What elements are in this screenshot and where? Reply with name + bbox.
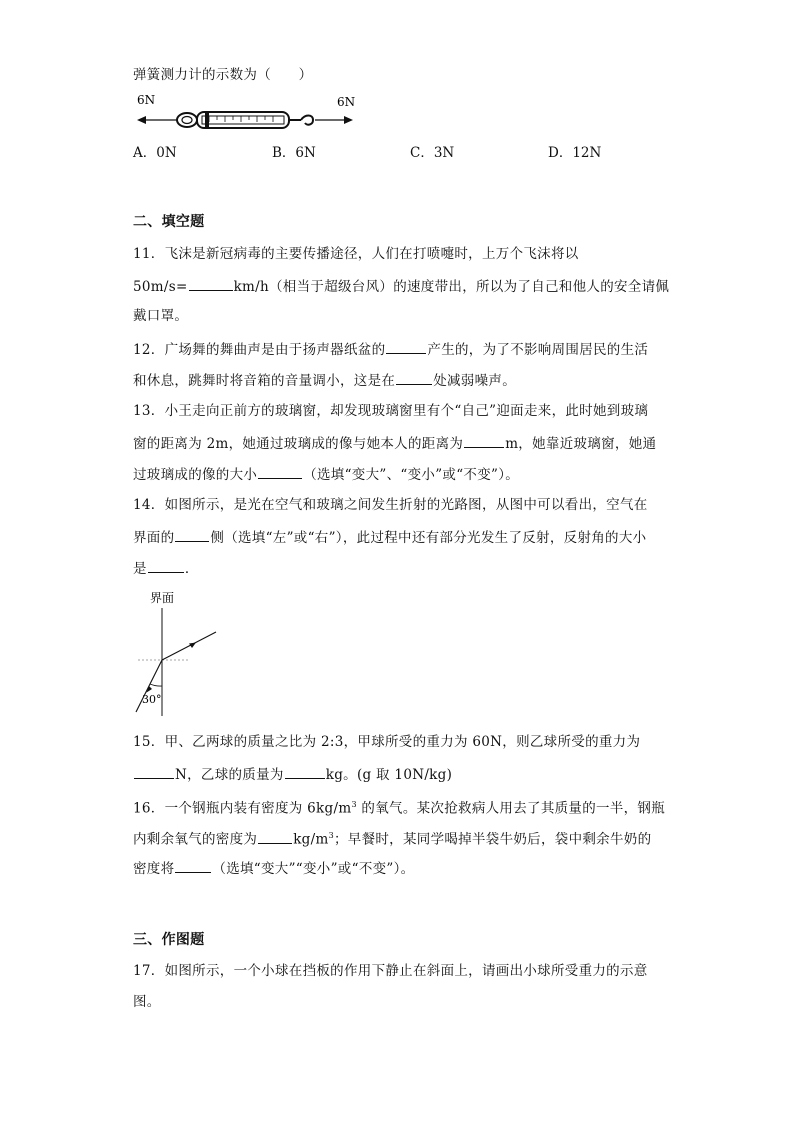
- q17-line2: 图。: [133, 994, 161, 1010]
- q11-line1: 11．飞沫是新冠病毒的主要传播途径，人们在打喷嚏时，上万个飞沫将以: [133, 246, 579, 262]
- q12-line2-b: 处减弱噪声。: [433, 373, 517, 389]
- answer-blank: [285, 764, 325, 779]
- q11-line2: [133, 276, 669, 296]
- answer-blank: [258, 464, 302, 479]
- q15-line2-b: kg。(g 取 10N/kg): [325, 767, 453, 783]
- q14-line3-b: ．: [184, 561, 199, 577]
- q17-line1: 17．如图所示，一个小球在挡板的作用下静止在斜面上，请画出小球所受重力的示意: [133, 963, 648, 979]
- q12-line2-a: 和休息，跳舞时将音箱的音量调小，这是在: [133, 373, 396, 389]
- q14-line2-a: 界面的: [133, 530, 175, 546]
- interface-label: 界面: [150, 591, 175, 605]
- answer-blank: [175, 527, 209, 542]
- q16-line3-a: 密度将: [133, 861, 175, 877]
- q15-line2: [133, 764, 452, 784]
- q16-line2-sup: 3: [328, 831, 334, 840]
- answer-blank: [464, 433, 504, 448]
- q16-line2-a: 内剩余氧气的密度为: [133, 831, 258, 848]
- q16-line3: [133, 858, 414, 878]
- q11-line3: 戴口罩。: [133, 308, 189, 324]
- q16-line1-sup: 3: [351, 800, 357, 809]
- q13-line3: [133, 464, 519, 484]
- q11-line2-b: km/h（相当于超级台风）的速度带出，所以为了自己和他人的安全请佩: [233, 279, 670, 295]
- q16-line1-a: 16．一个钢瓶内装有密度为 6kg/m: [133, 800, 352, 817]
- q14-line2: [133, 527, 646, 547]
- q15-line1: 15．甲、乙两球的质量之比为 2:3，甲球所受的重力为 60N，则乙球所受的重力为: [133, 734, 641, 750]
- q12-line1-a: 12．广场舞的舞曲声是由于扬声器纸盆的: [133, 342, 386, 358]
- q16-line1-b: 的氧气。某次抢救病人用去了其质量的一半，钢瓶: [356, 800, 666, 817]
- q10-stem: 弹簧测力计的示数为（ ）: [133, 67, 313, 83]
- q13-line1: 13．小王走向正前方的玻璃窗，却发现玻璃窗里有个“自己”迎面走来，此时她到玻璃: [133, 403, 649, 419]
- q16-line2-b: kg/m: [293, 831, 329, 848]
- section-title-drawing: 三、作图题: [133, 932, 205, 948]
- answer-blank: [386, 339, 426, 354]
- answer-blank: [189, 276, 233, 291]
- answer-blank: [134, 764, 174, 779]
- q13-line2: [133, 433, 656, 453]
- q16-line3-b: （选填“变大”“变小”或“不变”）。: [212, 861, 415, 877]
- q14-line1: 14．如图所示，是光在空气和玻璃之间发生折射的光路图，从图中可以看出，空气在: [133, 497, 648, 513]
- q16-line2: [133, 827, 651, 849]
- q13-line2-a: 窗的距离为 2m，她通过玻璃成的像与她本人的距离为: [133, 436, 464, 452]
- option-b: B．6N: [272, 145, 316, 161]
- option-c: C．3N: [410, 145, 455, 161]
- force-left-label: 6N: [137, 93, 156, 107]
- q12-line1: [133, 339, 648, 359]
- q12-line2: [133, 370, 516, 390]
- option-a: A．0N: [133, 145, 177, 161]
- q13-line3-b: （选填“变大”、“变小”或“不变”）。: [303, 467, 520, 483]
- answer-blank: [148, 558, 184, 573]
- spring-scale-figure: [133, 92, 363, 134]
- answer-blank: [396, 370, 432, 385]
- q16-line2-c: ；早餐时，某同学喝掉半袋牛奶后，袋中剩余牛奶的: [333, 831, 652, 848]
- option-d: D．12N: [548, 145, 602, 161]
- angle-label: 30°: [142, 693, 162, 706]
- q12-line1-b: 产生的，为了不影响周围居民的生活: [427, 342, 649, 358]
- q16-line1: [133, 796, 665, 818]
- answer-blank: [175, 858, 211, 873]
- q13-line3-a: 过玻璃成的像的大小: [133, 467, 258, 483]
- q14-line3: [133, 558, 199, 578]
- refraction-figure: [130, 588, 230, 718]
- answer-blank: [258, 829, 292, 844]
- q14-line2-b: 侧（选填“左”或“右”），此过程中还有部分光发生了反射，反射角的大小: [210, 530, 647, 546]
- q14-line3-a: 是: [133, 561, 147, 577]
- section-title-fill-in: 二、填空题: [133, 214, 205, 230]
- q15-line2-a: N，乙球的质量为: [175, 767, 284, 783]
- q11-line2-a: 50m/s=: [133, 279, 188, 295]
- q13-line2-b: m，她靠近玻璃窗，她通: [505, 436, 657, 452]
- force-right-label: 6N: [337, 95, 356, 109]
